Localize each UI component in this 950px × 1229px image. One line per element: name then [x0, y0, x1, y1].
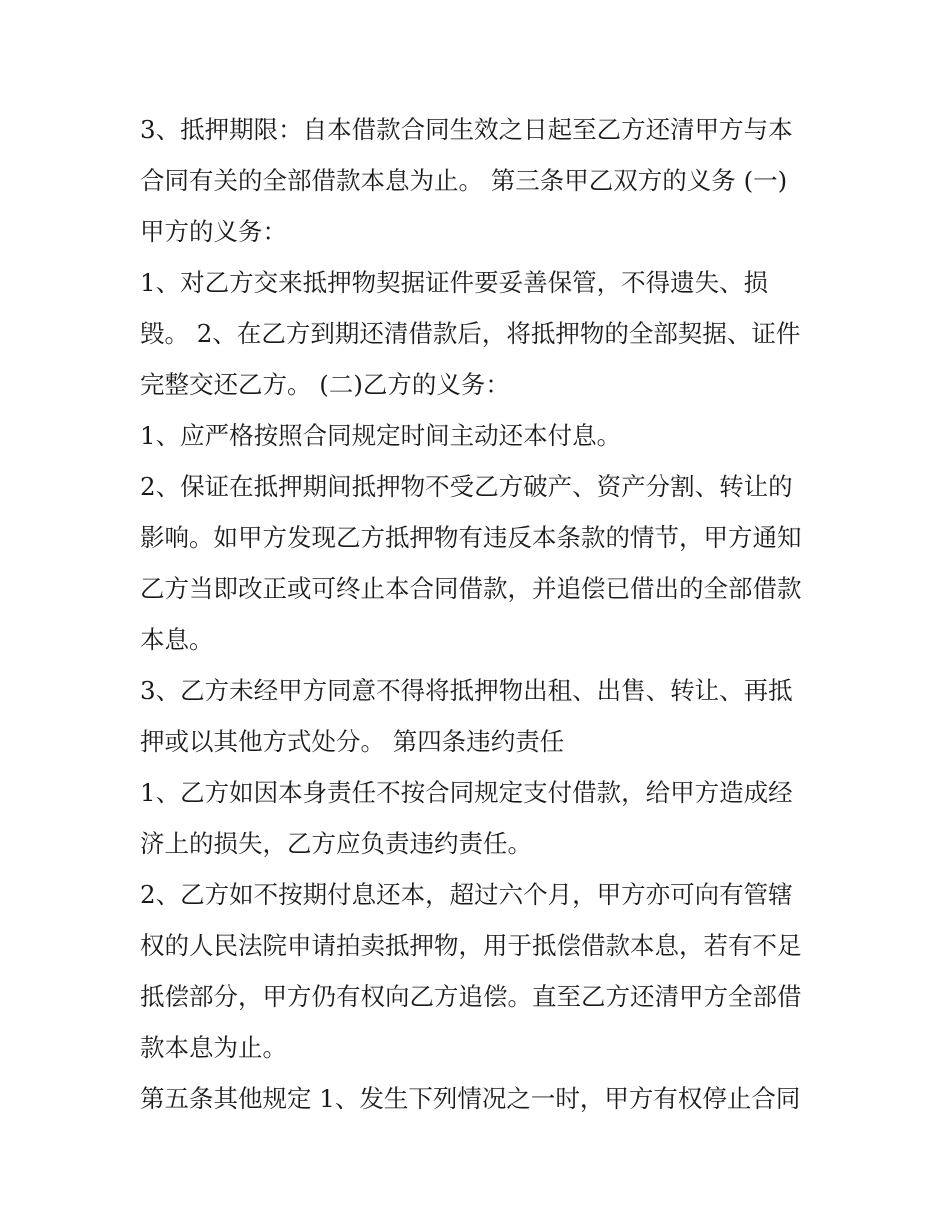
text-line: 抵偿部分，甲方仍有权向乙方追偿。直至乙方还清甲方全部借	[140, 982, 802, 1011]
document-body	[140, 104, 820, 1124]
text-line: 1、乙方如因本身责任不按合同规定支付借款，给甲方造成经	[140, 778, 793, 807]
text-line: 权的人民法院申请拍卖抵押物，用于抵偿借款本息，若有不足	[140, 931, 802, 960]
text-line: 3、乙方未经甲方同意不得将抵押物出租、出售、转让、再抵	[140, 676, 793, 705]
text-line: 毁。 2、在乙方到期还清借款后，将抵押物的全部契据、证件	[140, 319, 801, 348]
text-line: 3、抵押期限：自本借款合同生效之日起至乙方还清甲方与本	[140, 115, 793, 144]
text-line: 押或以其他方式处分。 第四条违约责任	[140, 727, 565, 756]
text-line: 第五条其他规定 1、发生下列情况之一时，甲方有权停止合同	[140, 1084, 801, 1113]
text-line: 2、保证在抵押期间抵押物不受乙方破产、资产分割、转让的	[140, 472, 793, 501]
text-line: 本息。	[140, 625, 214, 654]
text-line: 济上的损失，乙方应负责违约责任。	[140, 829, 532, 858]
text-line: 合同有关的全部借款本息为止。 第三条甲乙双方的义务 (一)	[140, 166, 788, 195]
text-line: 乙方当即改正或可终止本合同借款，并追偿已借出的全部借款	[140, 574, 802, 603]
text-line: 甲方的义务：	[140, 217, 287, 246]
text-line: 完整交还乙方。 (二)乙方的义务：	[140, 370, 510, 399]
text-line: 影响。如甲方发现乙方抵押物有违反本条款的情节，甲方通知	[140, 523, 802, 552]
text-line: 1、应严格按照合同规定时间主动还本付息。	[140, 421, 622, 450]
text-line: 1、对乙方交来抵押物契据证件要妥善保管，不得遗失、损	[140, 268, 769, 297]
text-line: 款本息为止。	[140, 1033, 287, 1062]
text-line: 2、乙方如不按期付息还本，超过六个月，甲方亦可向有管辖	[140, 880, 793, 909]
